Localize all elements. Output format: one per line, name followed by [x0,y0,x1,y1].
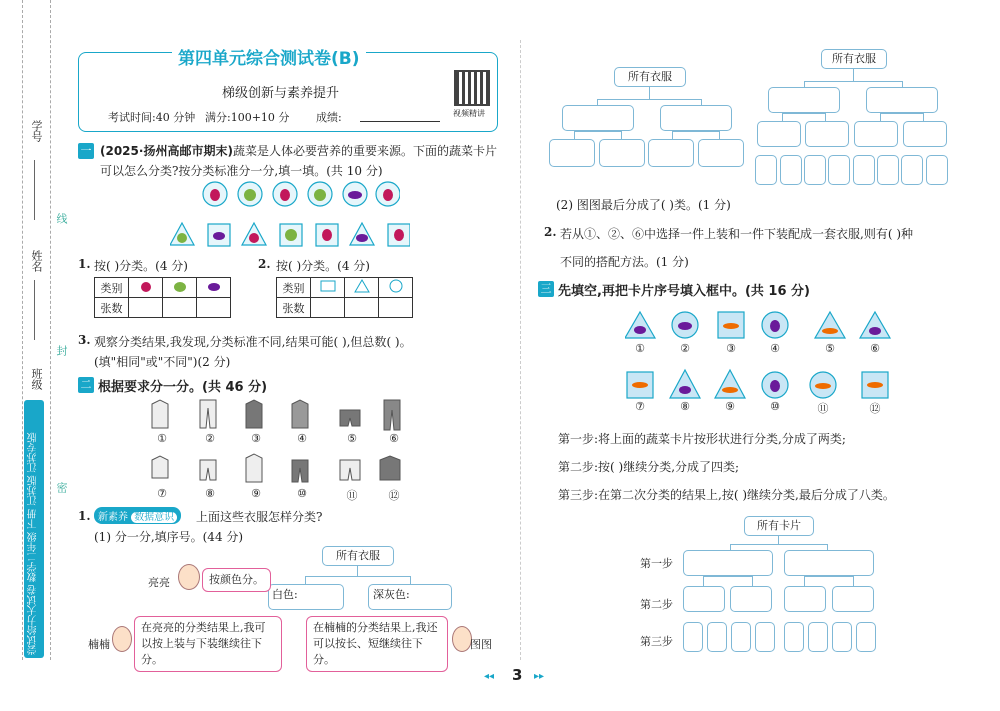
cloth-label-1: ① [157,432,167,445]
card-label-12: ⑫ [869,402,881,415]
tree2-l3-box[interactable] [926,155,948,185]
q1-text: 按( )分类。(4 分) [94,259,188,273]
liangliang-avatar [178,564,200,590]
grade-name: 数学二年级 [28,531,39,582]
tree1-l1-box[interactable] [660,105,732,131]
tree1-l2-box[interactable] [549,139,595,167]
cloth-label-10: ⑩ [297,487,307,500]
q3-hint: (填"相同"或"不同")(2 分) [94,355,231,369]
p2-q2-text2: 不同的搭配方法。(1 分) [560,255,689,269]
card-label-10: ⑩ [770,400,780,413]
card-label-11: ⑪ [817,402,829,415]
table-header-kind: 类别 [277,278,311,298]
card-label-4: ④ [770,342,780,355]
section-badge-1: 一 [78,143,94,159]
tree3-l1-box[interactable] [683,550,773,576]
series-name: 江苏专版 [28,432,39,473]
p2-q2-number: 2. [544,225,557,239]
qr-code[interactable] [454,70,490,106]
cloth-label-6: ⑥ [389,432,399,445]
part3-title: 先填空,再把卡片序号填入框中。(共 16 分) [558,284,810,299]
seal-mark-line: 线 [55,213,68,224]
term-name: 下册 [28,508,39,529]
p2-q2-text: 若从①、②、⑥中选择一件上装和一件下装配成一套衣服,则有( )种 [560,227,913,241]
white-label: 白色: [272,588,298,601]
cloth-label-11: ⑪ [346,489,358,502]
liangliang-speech: 按颜色分。 [202,568,271,592]
tree3-l3-box[interactable] [707,622,727,652]
tree1-root: 所有衣服 [614,67,686,87]
part1-intro: 蔬菜是人体必要营养的重要来源。下面的蔬菜卡片可以怎么分类?按分类标准分一分,填一填。(共 10 分) [100,144,497,178]
result-label: 成绩: [316,111,342,124]
card-label-3: ③ [726,342,736,355]
qr-caption: 视频精讲 [453,109,485,118]
q1-number: 1. [78,257,91,271]
step1-text: 第一步:将上面的蔬菜卡片按形状进行分类,分成了两类; [558,432,846,446]
literacy-tag: 新素养 数据意识 [94,507,181,524]
tree2-l2-box[interactable] [903,121,947,147]
table-header-count: 张数 [95,298,129,318]
section-badge-2: 二 [78,377,94,393]
card-label-8: ⑧ [680,400,690,413]
card-label-5: ⑤ [825,342,835,355]
root-box-all-clothes: 所有衣服 [322,546,394,566]
cloth-label-5: ⑤ [347,432,357,445]
tree3-l2-box[interactable] [683,586,725,612]
seal-mark-mi: 密 [55,482,68,493]
table-header-kind: 类别 [95,278,129,298]
tree3-l3-box[interactable] [784,622,804,652]
tree3-l1-box[interactable] [784,550,874,576]
q2-number: 2. [258,257,271,271]
edition-name: 江苏版 [28,475,39,506]
exam-time: 考试时间:40 分钟 [108,111,196,124]
section-badge-3: 三 [538,281,554,297]
p2-q1-number: 1. [78,509,91,523]
cloth-label-3: ③ [251,432,261,445]
tree3-l3-box[interactable] [808,622,828,652]
step3-label: 第三步 [640,635,673,648]
tutu-name: 图图 [470,638,492,651]
page-number: 3 [512,666,523,684]
card-label-9: ⑨ [725,400,735,413]
card-label-2: ② [680,342,690,355]
tree3-l3-box[interactable] [755,622,775,652]
tree2-l2-box[interactable] [805,121,849,147]
source-tag: (2025·扬州高邮市期末) [100,144,233,158]
tree3-l3-box[interactable] [856,622,876,652]
tree2-l1-box[interactable] [866,87,938,113]
tree2-l3-box[interactable] [755,155,777,185]
tree2-l3-box[interactable] [877,155,899,185]
part2-title: 根据要求分一分。(共 46 分) [98,380,268,395]
tree3-l3-box[interactable] [683,622,703,652]
tutu-avatar [452,626,472,652]
tree1-l2-box[interactable] [648,139,694,167]
tree3-l2-box[interactable] [784,586,826,612]
tutu-speech: 在楠楠的分类结果上,我还可以按长、短继续往下分。 [306,616,448,672]
tree2-l3-box[interactable] [780,155,802,185]
card-label-1: ① [635,342,645,355]
p2-q1-text: 上面这些衣服怎样分类? [196,510,323,524]
name-label: 姓名 [30,250,43,272]
seal-mark-feng: 封 [55,345,68,356]
tree3-l3-box[interactable] [731,622,751,652]
tree2-l1-box[interactable] [768,87,840,113]
classify-table-2[interactable] [276,277,413,318]
liangliang-name: 亮亮 [148,576,170,589]
student-id-label: 学号 [30,120,43,142]
q3-text: 观察分类结果,我发现,分类标准不同,结果可能( ),但总数( )。 [94,335,412,349]
q3-number: 3. [78,333,91,347]
tree1-l2-box[interactable] [599,139,645,167]
card-label-6: ⑥ [870,342,880,355]
test-subtitle: 梯级创新与素养提升 [222,86,340,101]
page-next-arrow[interactable]: ▸▸ [534,671,545,682]
cloth-label-12: ⑫ [388,489,400,502]
step2-text: 第二步:按( )继续分类,分成了四类; [558,460,740,474]
full-score: 满分:100+10 分 [205,111,290,124]
book-name: 尝试给力大试卷 [28,585,39,655]
cloth-label-4: ④ [297,432,307,445]
card-label-7: ⑦ [635,400,645,413]
tree2-l3-box[interactable] [804,155,826,185]
nannan-avatar [112,626,132,652]
step2-label: 第二步 [640,598,673,611]
cloth-label-8: ⑧ [205,487,215,500]
gray-label: 深灰色: [373,588,410,601]
tree3-l2-box[interactable] [832,586,874,612]
p2-sub1: (1) 分一分,填序号。(44 分) [94,530,244,544]
cloth-label-9: ⑨ [251,487,261,500]
tree1-l2-box[interactable] [698,139,744,167]
tree3-l3-box[interactable] [832,622,852,652]
q2-text: 按( )分类。(4 分) [276,259,370,273]
tree2-l3-box[interactable] [853,155,875,185]
cloth-label-2: ② [205,432,215,445]
tree2-root: 所有衣服 [821,49,887,69]
classify-table-1[interactable] [94,277,231,318]
nannan-speech: 在亮亮的分类结果上,我可以按上装与下装继续往下分。 [134,616,282,672]
tree2-l2-box[interactable] [757,121,801,147]
tree2-l2-box[interactable] [854,121,898,147]
table-header-count: 张数 [277,298,311,318]
test-title: 第四单元综合测试卷(B) [172,44,366,69]
step3-text: 第三步:在第二次分类的结果上,按( )继续分类,最后分成了八类。 [558,488,895,502]
step1-label: 第一步 [640,557,673,570]
cloth-label-7: ⑦ [157,487,167,500]
tree1-l1-box[interactable] [562,105,634,131]
nannan-name: 楠楠 [88,638,110,651]
tree3-root: 所有卡片 [744,516,814,536]
p2-sub2: (2) 图图最后分成了( )类。(1 分) [556,198,731,212]
page-prev-arrow[interactable]: ◂◂ [484,671,495,682]
tree3-l2-box[interactable] [730,586,772,612]
tree2-l3-box[interactable] [901,155,923,185]
tree2-l3-box[interactable] [828,155,850,185]
class-label: 班级 [30,368,43,390]
